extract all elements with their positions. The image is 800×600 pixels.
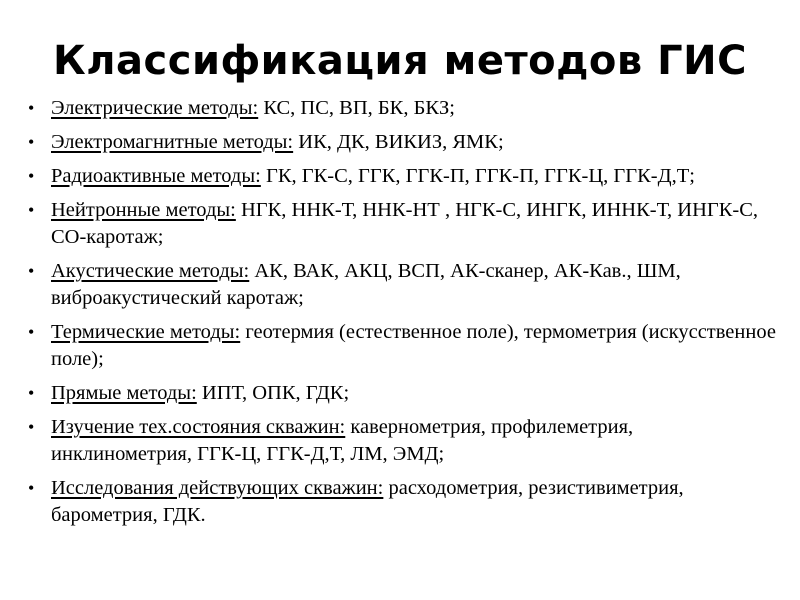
bullet-icon: • (28, 166, 35, 186)
bullet-heading: Термические методы: (51, 321, 241, 343)
bullet-text: НГК, ННК-Т, ННК-НТ , НГК-С, ИНГК, ИННК-Т, ИНГК-С, СО-каротаж; (51, 199, 759, 248)
bullet-heading: Электромагнитные методы: (51, 131, 294, 153)
bullet-text: ГК, ГК-С, ГГК, ГГК-П, ГГК-П, ГГК-Ц, ГГК-Д,Т; (260, 165, 695, 187)
bullet-text: ИПТ, ОПК, ГДК; (196, 382, 350, 404)
bullet-text: ИК, ДК, ВИКИЗ, ЯМК; (293, 131, 504, 153)
bullet-icon: • (28, 200, 35, 220)
list-item (26, 163, 776, 190)
bullet-icon: • (28, 478, 35, 498)
list-item (26, 475, 776, 529)
slide-title: Классификация методов ГИС (53, 38, 747, 84)
list-item (26, 319, 776, 373)
list-item (26, 380, 776, 407)
bullet-heading: Электрические методы: (51, 97, 259, 119)
bullet-heading: Исследования действующих скважин: (51, 477, 384, 499)
bullet-heading: Изучение тех.состояния скважин: (51, 416, 346, 438)
bullet-heading: Радиоактивные методы: (51, 165, 261, 187)
list-item (26, 129, 776, 156)
bullet-icon: • (28, 132, 35, 152)
bullet-heading: Акустические методы: (51, 260, 250, 282)
bullet-heading: Прямые методы: (51, 382, 197, 404)
bullet-icon: • (28, 261, 35, 281)
bullet-text: кавернометрия, профилеметрия, инклинометрия, ГГК-Ц, ГГК-Д,Т, ЛМ, ЭМД; (51, 416, 634, 465)
bullet-heading: Нейтронные методы: (51, 199, 236, 221)
bullet-list (26, 95, 776, 536)
bullet-icon: • (28, 98, 35, 118)
bullet-text: КС, ПС, ВП, БК, БКЗ; (258, 97, 455, 119)
bullet-text: геотермия (естественное поле), термометрия (искусственное поле); (51, 321, 776, 370)
bullet-text: АК, ВАК, АКЦ, ВСП, АК-сканер, АК-Кав., ШМ, виброакустический каротаж; (51, 260, 681, 309)
list-item (26, 258, 776, 312)
bullet-icon: • (28, 383, 35, 403)
list-item (26, 95, 776, 122)
bullet-icon: • (28, 322, 35, 342)
bullet-icon: • (28, 417, 35, 437)
list-item (26, 197, 776, 251)
bullet-text: расходометрия, резистивиметрия, барометрия, ГДК. (51, 477, 684, 526)
list-item (26, 414, 776, 468)
